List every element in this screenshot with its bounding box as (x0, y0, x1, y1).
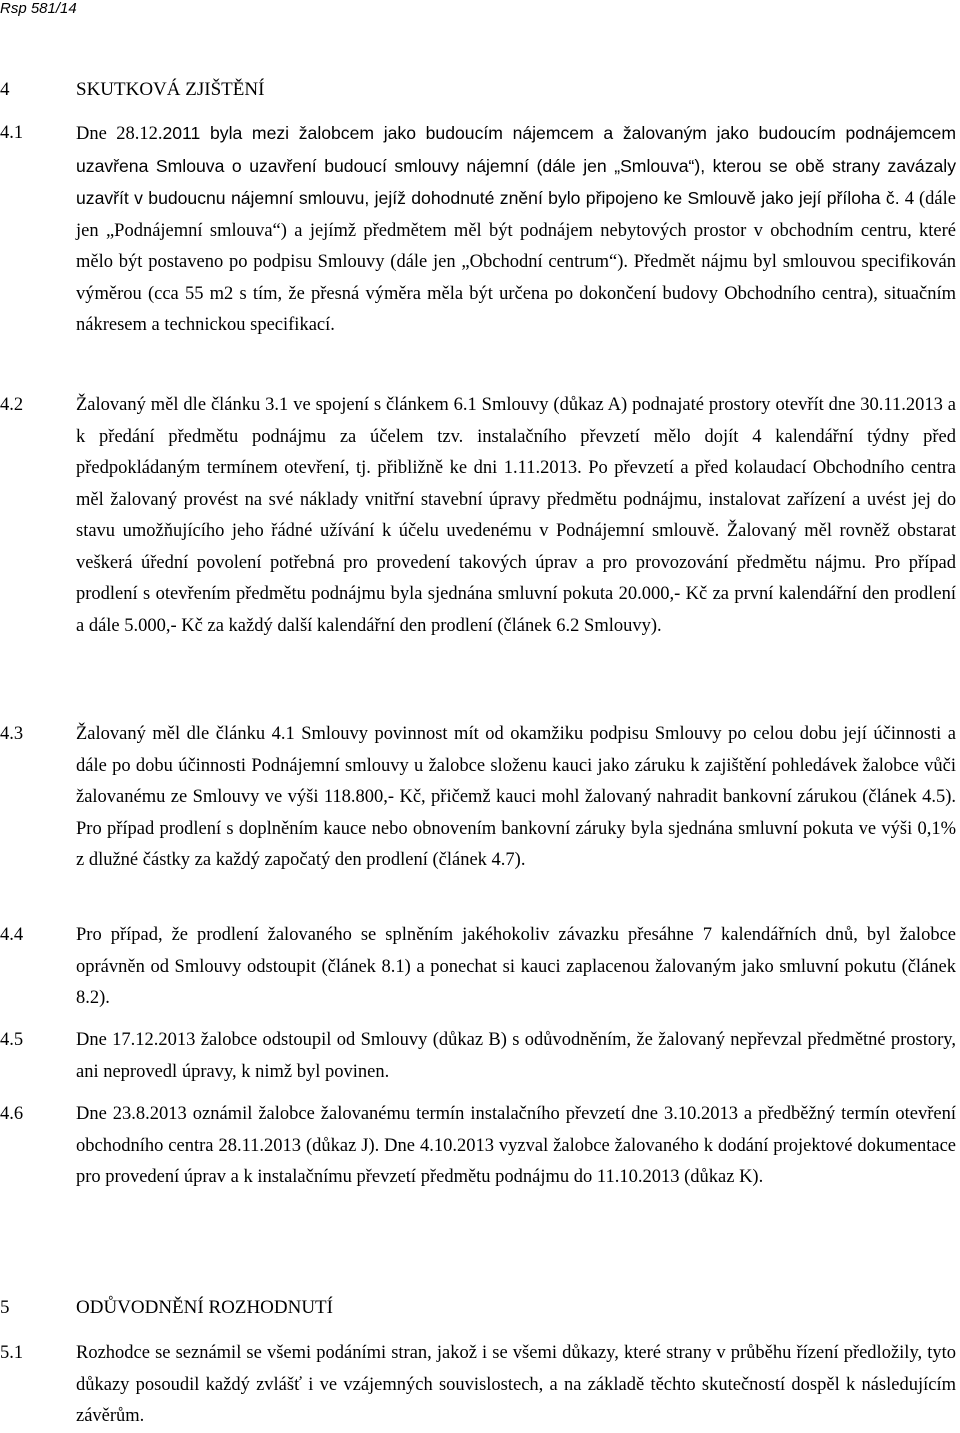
paragraph-number: 4.1 (0, 123, 24, 143)
document-reference: Rsp 581/14 (0, 0, 77, 17)
paragraph-body (76, 118, 956, 342)
paragraph-text-part: Dne 28.12. (76, 124, 163, 144)
section-number: 4 (0, 79, 10, 100)
paragraph-number: 5.1 (0, 1343, 24, 1363)
paragraph-body: Dne 17.12.2013 žalobce odstoupil od Smlouvy (důkaz B) s odůvodněním, že žalovaný nepřevzal předmětné prostory, ani neprovedl úpravy, k nimž byl povinen. (76, 1030, 956, 1082)
paragraph-body: Rozhodce se seznámil se všemi podáními stran, jakož i se všemi důkazy, které strany v průběhu řízení předložily, tyto důkazy posoudil každý zvlášť i ve vzájemných souvislostech, a na základě těchto skutečností dospěl k následujícím závěrům. (76, 1343, 956, 1426)
section-title: ODŮVODNĚNÍ ROZHODNUTÍ (76, 1297, 333, 1318)
paragraph-text-part: 2011 byla mezi žalobcem jako budoucím nájemcem a žalovaným jako budoucím podnájemcem uzavřena Smlouva o uzavření budoucí smlouvy nájemní (dále jen „Smlouva“), kterou se obě strany zavázaly uzavřít v budoucnu nájemní smlouvu, jejíž dohodnuté znění bylo připojeno ke Smlouvě jako její příloha č. (76, 123, 956, 208)
paragraph-text-part: 4 (dále jen „Podnájemní smlouva“) a jejímž předmětem měl být podnájem nebytových prostor v obchodním centru, které mělo být postaveno po podpisu Smlouvy (dále jen „Obchodní centrum“). Předmět nájmu byl smlouvou specifikován výměrou (cca 55 m2 s tím, že přesná výměra měla být určena po dokončení budovy Obchodního centra), situačním nákresem a technickou specifikací. (76, 189, 956, 335)
paragraph-number: 4.6 (0, 1104, 24, 1124)
paragraph-body: Pro případ, že prodlení žalovaného se splněním jakéhokoliv závazku přesáhne 7 kalendářních dnů, byl žalobce oprávněn od Smlouvy odstoupit (článek 8.1) a ponechat si kauci zaplacenou žalovaným jako smluvní pokutu (článek 8.2). (76, 925, 956, 1008)
section-title: SKUTKOVÁ ZJIŠTĚNÍ (76, 79, 265, 100)
paragraph-number: 4.3 (0, 724, 24, 744)
paragraph-number: 4.4 (0, 925, 24, 945)
paragraph-body: Dne 23.8.2013 oznámil žalobce žalovanému termín instalačního převzetí dne 3.10.2013 a předběžný termín otevření obchodního centra 28.11.2013 (důkaz J). Dne 4.10.2013 vyzval žalobce žalovaného k dodání projektové dokumentace pro provedení úprav a k instalačnímu převzetí předmětu podnájmu do 11.10.2013 (důkaz K). (76, 1104, 956, 1187)
paragraph-body: Žalovaný měl dle článku 3.1 ve spojení s článkem 6.1 Smlouvy (důkaz A) podnajaté prostory otevřít dne 30.11.2013 a k předání předmětu podnájmu za účelem tzv. instalačního převzetí mělo dojít 4 kalendářní týdny před předpokládaným termínem otevření, tj. přibližně ke dni 1.11.2013. Po převzetí a před kolaudací Obchodního centra měl žalovaný provést na své náklady vnitřní stavební úpravy předmětu podnájmu, instalovat zařízení a uvést jej do stavu umožňujícího jeho řádné užívání k účelu uvedenému v Podnájemní smlouvě. Žalovaný měl rovněž obstarat veškerá úřední povolení potřebná pro provedení takových úprav a pro provozování předmětu nájmu. Pro případ prodlení s otevřením předmětu podnájmu byla sjednána smluvní pokuta 20.000,- Kč za první kalendářní den prodlení a dále 5.000,- Kč za každý další kalendářní den prodlení (článek 6.2 Smlouvy). (76, 395, 956, 636)
paragraph-number: 4.2 (0, 395, 24, 415)
paragraph-body: Žalovaný měl dle článku 4.1 Smlouvy povinnost mít od okamžiku podpisu Smlouvy po celou dobu její účinnosti a dále po dobu účinnosti Podnájemní smlouvy u žalobce složenu kauci jako záruku k zajištění pohledávek žalobce vůči žalovanému ze Smlouvy ve výši 118.800,- Kč, přičemž kauci mohl žalovaný nahradit bankovní zárukou (článek 4.5). Pro případ prodlení s doplněním kauce nebo obnovením bankovní záruky byla sjednána smluvní pokuta ve výši 0,1% z dlužné částky za každý započatý den prodlení (článek 4.7). (76, 724, 956, 870)
paragraph-number: 4.5 (0, 1030, 24, 1050)
section-number: 5 (0, 1297, 10, 1318)
